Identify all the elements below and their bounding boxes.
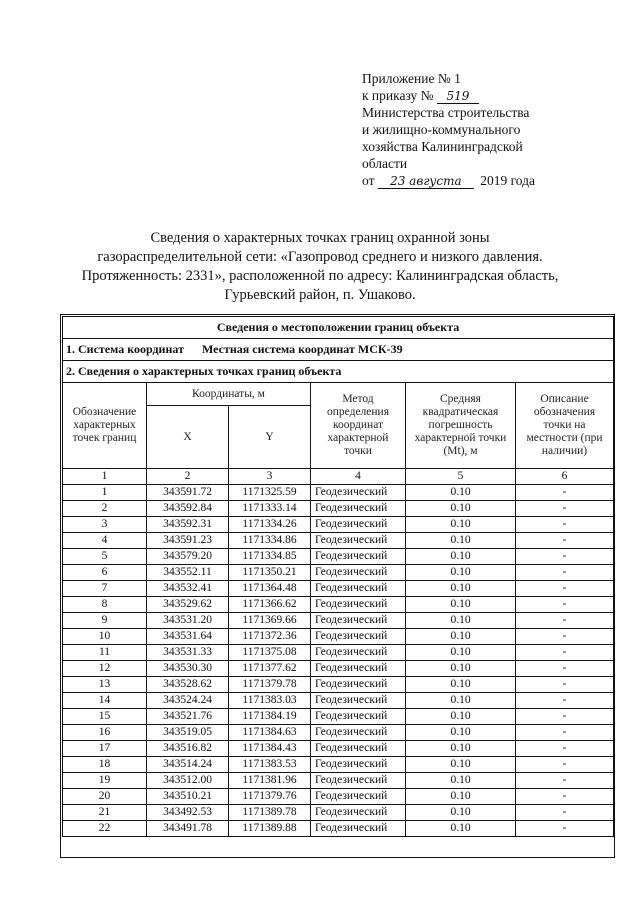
y-coordinate-cell: 1171372.36 bbox=[229, 629, 311, 645]
method-cell: Геодезический bbox=[311, 549, 406, 565]
y-coordinate-cell: 1171379.76 bbox=[229, 789, 311, 805]
y-coordinate-cell: 1171366.62 bbox=[229, 597, 311, 613]
error-cell: 0.10 bbox=[406, 709, 516, 725]
y-coordinate-cell: 1171333.14 bbox=[229, 501, 311, 517]
point-number-cell: 21 bbox=[63, 805, 147, 821]
appendix-block bbox=[362, 70, 612, 189]
y-coordinate-cell: 1171383.03 bbox=[229, 693, 311, 709]
y-coordinate-cell: 1171383.53 bbox=[229, 757, 311, 773]
method-cell: Геодезический bbox=[311, 501, 406, 517]
method-cell: Геодезический bbox=[311, 789, 406, 805]
appendix-title: Приложение № 1 bbox=[362, 71, 461, 86]
order-prefix: к приказу № bbox=[362, 88, 434, 103]
x-coordinate-cell: 343552.11 bbox=[147, 565, 229, 581]
description-cell: - bbox=[516, 581, 614, 597]
y-coordinate-cell: 1171379.78 bbox=[229, 677, 311, 693]
point-number-cell: 6 bbox=[63, 565, 147, 581]
error-cell: 0.10 bbox=[406, 485, 516, 501]
description-cell: - bbox=[516, 789, 614, 805]
x-coordinate-cell: 343592.84 bbox=[147, 501, 229, 517]
table-row bbox=[63, 821, 614, 837]
y-coordinate-cell: 1171377.62 bbox=[229, 661, 311, 677]
table-row bbox=[63, 645, 614, 661]
title-line-2: газораспределительной сети: «Газопровод среднего и низкого давления. bbox=[97, 249, 543, 265]
x-coordinate-cell: 343529.62 bbox=[147, 597, 229, 613]
y-coordinate-cell: 1171334.26 bbox=[229, 517, 311, 533]
description-cell: - bbox=[516, 757, 614, 773]
point-number-cell: 14 bbox=[63, 693, 147, 709]
description-cell: - bbox=[516, 693, 614, 709]
ministry-line-3: хозяйства Калининградской bbox=[362, 139, 523, 154]
coord-system-label: 1. Система координат bbox=[66, 342, 184, 356]
method-cell: Геодезический bbox=[311, 597, 406, 613]
col-number: 4 bbox=[311, 469, 406, 485]
y-coordinate-cell: 1171325.59 bbox=[229, 485, 311, 501]
table-row bbox=[63, 773, 614, 789]
x-coordinate-cell: 343514.24 bbox=[147, 757, 229, 773]
x-coordinate-cell: 343519.05 bbox=[147, 725, 229, 741]
method-cell: Геодезический bbox=[311, 645, 406, 661]
y-coordinate-cell: 1171369.66 bbox=[229, 613, 311, 629]
error-cell: 0.10 bbox=[406, 773, 516, 789]
y-coordinate-cell: 1171389.78 bbox=[229, 805, 311, 821]
error-cell: 0.10 bbox=[406, 629, 516, 645]
order-line bbox=[362, 87, 612, 104]
error-cell: 0.10 bbox=[406, 725, 516, 741]
table-row bbox=[63, 693, 614, 709]
x-coordinate-cell: 343531.33 bbox=[147, 645, 229, 661]
x-coordinate-cell: 343491.78 bbox=[147, 821, 229, 837]
description-cell: - bbox=[516, 549, 614, 565]
method-cell: Геодезический bbox=[311, 693, 406, 709]
point-number-cell: 4 bbox=[63, 533, 147, 549]
x-coordinate-cell: 343579.20 bbox=[147, 549, 229, 565]
col-number: 2 bbox=[147, 469, 229, 485]
table-row bbox=[63, 581, 614, 597]
point-number-cell: 5 bbox=[63, 549, 147, 565]
y-coordinate-cell: 1171334.86 bbox=[229, 533, 311, 549]
point-number-cell: 22 bbox=[63, 821, 147, 837]
col-header-coordinates: Координаты, м bbox=[147, 383, 311, 406]
method-cell: Геодезический bbox=[311, 821, 406, 837]
col-header-description: Описание обозначения точки на местности (при наличии) bbox=[516, 383, 614, 469]
description-cell: - bbox=[516, 677, 614, 693]
method-cell: Геодезический bbox=[311, 485, 406, 501]
x-coordinate-cell: 343592.31 bbox=[147, 517, 229, 533]
x-coordinate-cell: 343512.00 bbox=[147, 773, 229, 789]
description-cell: - bbox=[516, 485, 614, 501]
table-row bbox=[63, 709, 614, 725]
order-number: 519 bbox=[437, 90, 479, 104]
title-line-3: Протяженность: 2331», расположенной по адресу: Калининградская область, bbox=[81, 268, 559, 284]
x-coordinate-cell: 343530.30 bbox=[147, 661, 229, 677]
table-row bbox=[63, 629, 614, 645]
point-number-cell: 7 bbox=[63, 581, 147, 597]
table-row bbox=[63, 725, 614, 741]
x-coordinate-cell: 343492.53 bbox=[147, 805, 229, 821]
table-row bbox=[63, 757, 614, 773]
method-cell: Геодезический bbox=[311, 581, 406, 597]
point-number-cell: 10 bbox=[63, 629, 147, 645]
boundary-points-table bbox=[62, 316, 614, 837]
method-cell: Геодезический bbox=[311, 517, 406, 533]
col-header-method: Метод определения координат характерной точки bbox=[311, 383, 406, 469]
method-cell: Геодезический bbox=[311, 533, 406, 549]
error-cell: 0.10 bbox=[406, 501, 516, 517]
y-coordinate-cell: 1171389.88 bbox=[229, 821, 311, 837]
method-cell: Геодезический bbox=[311, 741, 406, 757]
description-cell: - bbox=[516, 741, 614, 757]
description-cell: - bbox=[516, 709, 614, 725]
point-number-cell: 2 bbox=[63, 501, 147, 517]
col-header-error: Средняя квадратическая погрешность характерной точки (Mt), м bbox=[406, 383, 516, 469]
col-number: 3 bbox=[229, 469, 311, 485]
point-number-cell: 17 bbox=[63, 741, 147, 757]
description-cell: - bbox=[516, 613, 614, 629]
table-row bbox=[63, 485, 614, 501]
table-row bbox=[63, 661, 614, 677]
y-coordinate-cell: 1171375.08 bbox=[229, 645, 311, 661]
point-number-cell: 11 bbox=[63, 645, 147, 661]
point-number-cell: 15 bbox=[63, 709, 147, 725]
error-cell: 0.10 bbox=[406, 741, 516, 757]
description-cell: - bbox=[516, 517, 614, 533]
point-number-cell: 1 bbox=[63, 485, 147, 501]
table-row bbox=[63, 677, 614, 693]
col-header-y: Y bbox=[229, 406, 311, 469]
x-coordinate-cell: 343521.76 bbox=[147, 709, 229, 725]
method-cell: Геодезический bbox=[311, 565, 406, 581]
coord-system-value: Местная система координат МСК-39 bbox=[201, 342, 403, 356]
date-prefix: от bbox=[362, 173, 375, 188]
error-cell: 0.10 bbox=[406, 581, 516, 597]
y-coordinate-cell: 1171334.85 bbox=[229, 549, 311, 565]
error-cell: 0.10 bbox=[406, 533, 516, 549]
table-row bbox=[63, 549, 614, 565]
error-cell: 0.10 bbox=[406, 789, 516, 805]
ministry-line-1: Министерства строительства bbox=[362, 105, 530, 120]
table-row bbox=[63, 597, 614, 613]
method-cell: Геодезический bbox=[311, 613, 406, 629]
error-cell: 0.10 bbox=[406, 661, 516, 677]
method-cell: Геодезический bbox=[311, 709, 406, 725]
point-number-cell: 20 bbox=[63, 789, 147, 805]
description-cell: - bbox=[516, 725, 614, 741]
ministry-line-4: области bbox=[362, 156, 408, 171]
description-cell: - bbox=[516, 645, 614, 661]
description-cell: - bbox=[516, 533, 614, 549]
title-line-1: Сведения о характерных точках границ охранной зоны bbox=[150, 230, 490, 246]
y-coordinate-cell: 1171364.48 bbox=[229, 581, 311, 597]
description-cell: - bbox=[516, 597, 614, 613]
error-cell: 0.10 bbox=[406, 805, 516, 821]
error-cell: 0.10 bbox=[406, 565, 516, 581]
method-cell: Геодезический bbox=[311, 661, 406, 677]
method-cell: Геодезический bbox=[311, 677, 406, 693]
error-cell: 0.10 bbox=[406, 821, 516, 837]
table-row bbox=[63, 789, 614, 805]
point-number-cell: 13 bbox=[63, 677, 147, 693]
x-coordinate-cell: 343591.23 bbox=[147, 533, 229, 549]
point-number-cell: 3 bbox=[63, 517, 147, 533]
table-body bbox=[63, 485, 614, 837]
col-header-x: X bbox=[147, 406, 229, 469]
error-cell: 0.10 bbox=[406, 757, 516, 773]
description-cell: - bbox=[516, 805, 614, 821]
date-line bbox=[362, 172, 612, 189]
col-number: 1 bbox=[63, 469, 147, 485]
document-title bbox=[60, 229, 580, 305]
x-coordinate-cell: 343524.24 bbox=[147, 693, 229, 709]
date-value: 23 августа bbox=[378, 175, 474, 189]
point-number-cell: 18 bbox=[63, 757, 147, 773]
error-cell: 0.10 bbox=[406, 693, 516, 709]
description-cell: - bbox=[516, 629, 614, 645]
x-coordinate-cell: 343532.41 bbox=[147, 581, 229, 597]
method-cell: Геодезический bbox=[311, 629, 406, 645]
error-cell: 0.10 bbox=[406, 597, 516, 613]
point-number-cell: 19 bbox=[63, 773, 147, 789]
col-header-point: Обозначение характерных точек границ bbox=[63, 383, 147, 469]
title-line-4: Гурьевский район, п. Ушаково. bbox=[224, 287, 416, 303]
date-suffix: 2019 года bbox=[480, 173, 536, 188]
ministry-line-2: и жилищно-коммунального bbox=[362, 122, 521, 137]
method-cell: Геодезический bbox=[311, 773, 406, 789]
x-coordinate-cell: 343531.64 bbox=[147, 629, 229, 645]
point-number-cell: 8 bbox=[63, 597, 147, 613]
table-row bbox=[63, 613, 614, 629]
error-cell: 0.10 bbox=[406, 677, 516, 693]
y-coordinate-cell: 1171381.96 bbox=[229, 773, 311, 789]
description-cell: - bbox=[516, 565, 614, 581]
col-number: 6 bbox=[516, 469, 614, 485]
point-number-cell: 16 bbox=[63, 725, 147, 741]
point-number-cell: 9 bbox=[63, 613, 147, 629]
section-header: Сведения о местоположении границ объекта bbox=[63, 317, 614, 339]
y-coordinate-cell: 1171350.21 bbox=[229, 565, 311, 581]
error-cell: 0.10 bbox=[406, 517, 516, 533]
y-coordinate-cell: 1171384.19 bbox=[229, 709, 311, 725]
x-coordinate-cell: 343528.62 bbox=[147, 677, 229, 693]
description-cell: - bbox=[516, 821, 614, 837]
table-row bbox=[63, 533, 614, 549]
error-cell: 0.10 bbox=[406, 645, 516, 661]
point-number-cell: 12 bbox=[63, 661, 147, 677]
description-cell: - bbox=[516, 661, 614, 677]
x-coordinate-cell: 343591.72 bbox=[147, 485, 229, 501]
table-row bbox=[63, 741, 614, 757]
y-coordinate-cell: 1171384.63 bbox=[229, 725, 311, 741]
method-cell: Геодезический bbox=[311, 725, 406, 741]
method-cell: Геодезический bbox=[311, 757, 406, 773]
col-number: 5 bbox=[406, 469, 516, 485]
table-row bbox=[63, 501, 614, 517]
coord-system-row bbox=[63, 339, 614, 361]
table-row bbox=[63, 517, 614, 533]
x-coordinate-cell: 343516.82 bbox=[147, 741, 229, 757]
x-coordinate-cell: 343531.20 bbox=[147, 613, 229, 629]
x-coordinate-cell: 343510.21 bbox=[147, 789, 229, 805]
description-cell: - bbox=[516, 501, 614, 517]
error-cell: 0.10 bbox=[406, 549, 516, 565]
method-cell: Геодезический bbox=[311, 805, 406, 821]
error-cell: 0.10 bbox=[406, 613, 516, 629]
table-row bbox=[63, 565, 614, 581]
table-row bbox=[63, 805, 614, 821]
y-coordinate-cell: 1171384.43 bbox=[229, 741, 311, 757]
description-cell: - bbox=[516, 773, 614, 789]
points-section-header: 2. Сведения о характерных точках границ объекта bbox=[63, 361, 614, 383]
